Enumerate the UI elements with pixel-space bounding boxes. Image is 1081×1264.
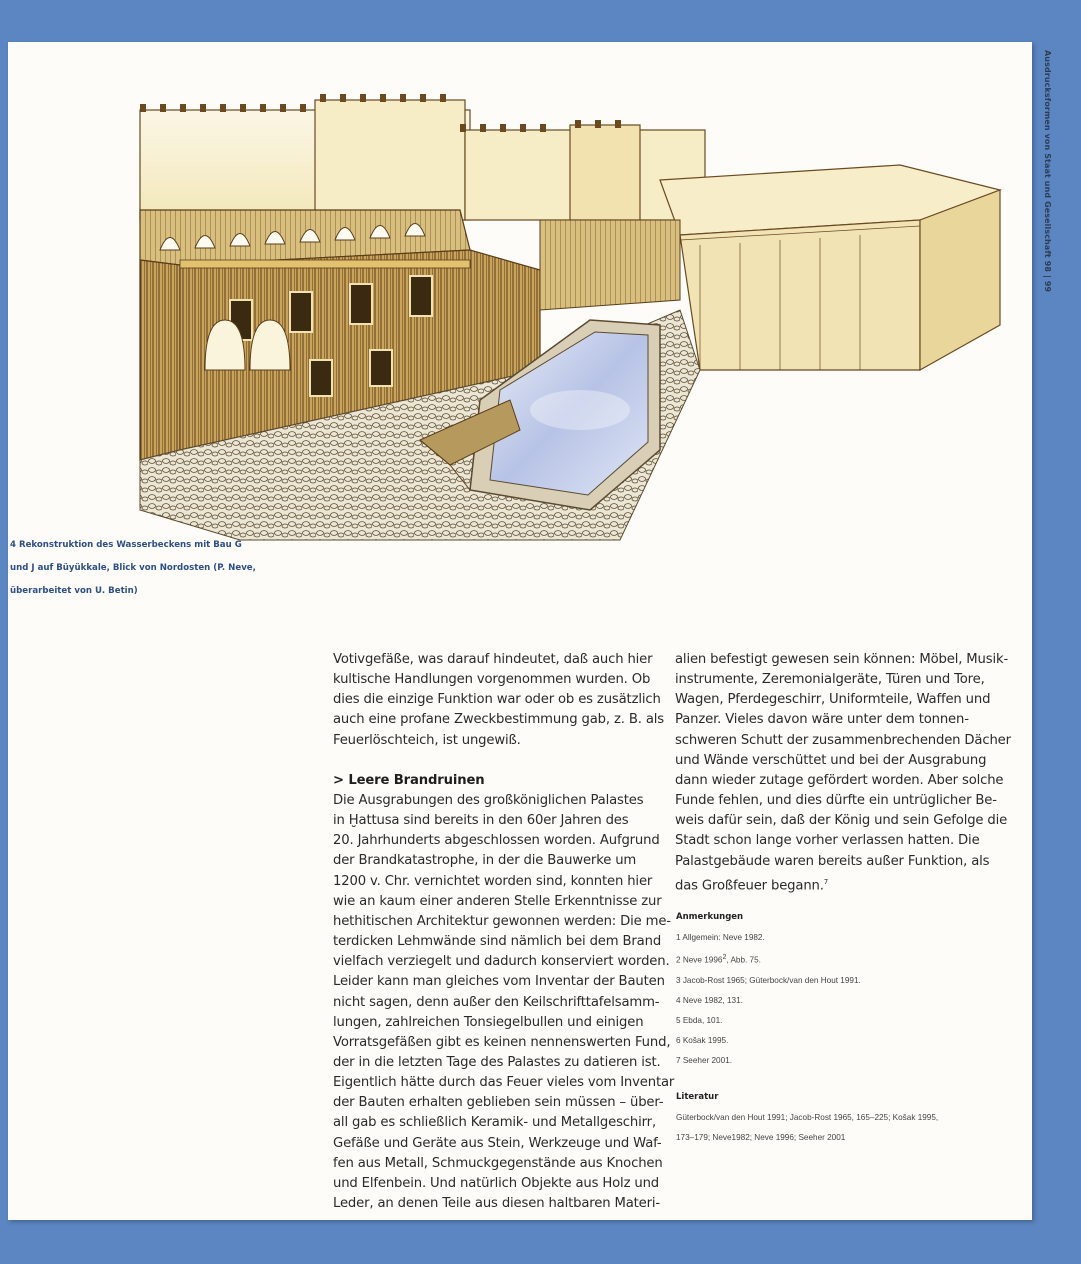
text-line: Die Ausgrabungen des großköniglichen Palastes bbox=[333, 792, 644, 808]
text-line: Leider kann man gleiches vom Inventar der Bauten bbox=[333, 974, 665, 990]
footnote-item: 4 Neve 1982, 131. bbox=[676, 996, 743, 1006]
text-line: vielfach verziegelt und dadurch konserviert worden. bbox=[333, 954, 670, 970]
footnote-sup: 2 bbox=[722, 954, 727, 962]
text-line: wie an kaum einer anderen Stelle Erkenntnisse zur bbox=[333, 893, 662, 909]
text-line: das Großfeuer begann. bbox=[675, 878, 824, 894]
text-line: all gab es schließlich Keramik- und Metallgeschirr, bbox=[333, 1115, 656, 1131]
text-line: instrumente, Zeremonialgeräte, Türen und Tore, bbox=[675, 672, 985, 688]
text-line: der Brandkatastrophe, in der die Bauwerke um bbox=[333, 853, 637, 869]
literature-line: 173–179; Neve1982; Neve 1996; Seeher 2001 bbox=[676, 1133, 846, 1143]
footnotes-heading: Anmerkungen bbox=[676, 912, 744, 922]
literature-line: Güterbock/van den Hout 1991; Jacob-Rost 1965, 165–225; Košak 1995, bbox=[676, 1113, 939, 1122]
caption-line: und J auf Büyükkale, Blick von Nordosten (P. Neve, bbox=[10, 563, 256, 573]
text-line-with-footnote bbox=[675, 872, 1015, 897]
text-line: in Ḫattusa sind bereits in den 60er Jahren des bbox=[333, 813, 629, 829]
text-line: auch eine profane Zweckbestimmung gab, z. B. als bbox=[333, 712, 664, 728]
text-line: nicht sagen, denn außer den Keilschrifttafelsamm- bbox=[333, 994, 660, 1010]
text-line: Stadt schon lange vorher verlassen hatten. Die bbox=[675, 833, 980, 849]
figure-caption bbox=[10, 534, 270, 603]
text-line: schweren Schutt der zusammenbrechenden Dächer bbox=[675, 732, 1011, 748]
text-line: Wagen, Pferdegeschirr, Uniformteile, Waffen und bbox=[675, 692, 991, 708]
text-line: Funde fehlen, und dies dürfte ein untrüglicher Be- bbox=[675, 793, 997, 809]
literature-section bbox=[676, 1092, 1016, 1148]
text-line: Feuerlöschteich, ist ungewiß. bbox=[333, 732, 521, 748]
text-line: Leder, an denen Teile aus diesen haltbaren Materi- bbox=[333, 1196, 661, 1212]
text-line: der Bauten erhalten geblieben sein müssen – über- bbox=[333, 1095, 664, 1111]
running-header: Ausdrucksformen von Staat und Gesellschaft 98 | 99 bbox=[1043, 50, 1052, 293]
footnotes-section bbox=[676, 912, 1016, 1071]
footnote-text: , Abb. 75. bbox=[726, 955, 761, 965]
text-line: und Wände verschüttet und bei der Ausgrabung bbox=[675, 752, 987, 768]
footnote-marker[interactable]: 7 bbox=[823, 877, 829, 886]
text-line: dies die einzige Funktion war oder ob es zusätzlich bbox=[333, 692, 661, 708]
text-line: terdicken Lehmwände sind nämlich bei dem Brand bbox=[333, 934, 662, 950]
caption-line: 4 Rekonstruktion des Wasserbeckens mit Bau G bbox=[10, 540, 242, 550]
text-line: Gefäße und Geräte aus Stein, Werkzeuge und Waf- bbox=[333, 1135, 662, 1151]
text-line: lungen, zahlreichen Tonsiegelbullen und einigen bbox=[333, 1014, 644, 1030]
text-column-right bbox=[675, 650, 1015, 896]
footnote-item: 5 Ebda, 101. bbox=[676, 1016, 723, 1026]
footnote-item: 1 Allgemein: Neve 1982. bbox=[676, 933, 765, 942]
footnote-item: 3 Jacob-Rost 1965; Güterbock/van den Hout 1991. bbox=[676, 975, 861, 985]
text-line: weis dafür sein, daß der König und sein Gefolge die bbox=[675, 813, 1008, 829]
text-line: Vorratsgefäßen gibt es keinen nennenswerten Fund, bbox=[333, 1034, 671, 1050]
text-line: der in die letzten Tage des Palastes zu datieren ist. bbox=[333, 1054, 661, 1070]
caption-line: überarbeitet von U. Betin) bbox=[10, 586, 138, 596]
text-line: 20. Jahrhunderts abgeschlossen worden. Aufgrund bbox=[333, 833, 660, 849]
text-line: Votivgefäße, was darauf hindeutet, daß auch hier bbox=[333, 652, 653, 667]
text-line: fen aus Metall, Schmuckgegenstände aus Knochen bbox=[333, 1155, 663, 1171]
footnote-text: 2 Neve 1996 bbox=[676, 955, 723, 965]
literature-heading: Literatur bbox=[676, 1092, 719, 1102]
text-line: kultische Handlungen vorgenommen wurden. Ob bbox=[333, 672, 651, 688]
footnote-item: 7 Seeher 2001. bbox=[676, 1056, 732, 1066]
text-line: und Elfenbein. Und natürlich Objekte aus Holz und bbox=[333, 1175, 660, 1191]
text-line: alien befestigt gewesen sein können: Möbel, Musik- bbox=[675, 652, 1009, 667]
reconstruction-illustration bbox=[120, 70, 1020, 570]
text-column-left bbox=[333, 650, 675, 1214]
text-line: Palastgebäude waren bereits außer Funktion, als bbox=[675, 853, 990, 869]
text-line: dann wieder zutage gefördert worden. Aber solche bbox=[675, 772, 1004, 788]
text-line: Panzer. Vieles davon wäre unter dem tonnen- bbox=[675, 712, 969, 728]
footnote-item bbox=[676, 948, 1016, 971]
text-line: hethitischen Architektur gewonnen werden: Die me- bbox=[333, 913, 671, 929]
text-line: 1200 v. Chr. vernichtet worden sind, konnten hier bbox=[333, 873, 653, 889]
footnote-item: 6 Košak 1995. bbox=[676, 1036, 729, 1046]
section-heading: > Leere Brandruinen bbox=[333, 772, 485, 788]
text-line: Eigentlich hätte durch das Feuer vieles vom Inventar bbox=[333, 1075, 675, 1091]
